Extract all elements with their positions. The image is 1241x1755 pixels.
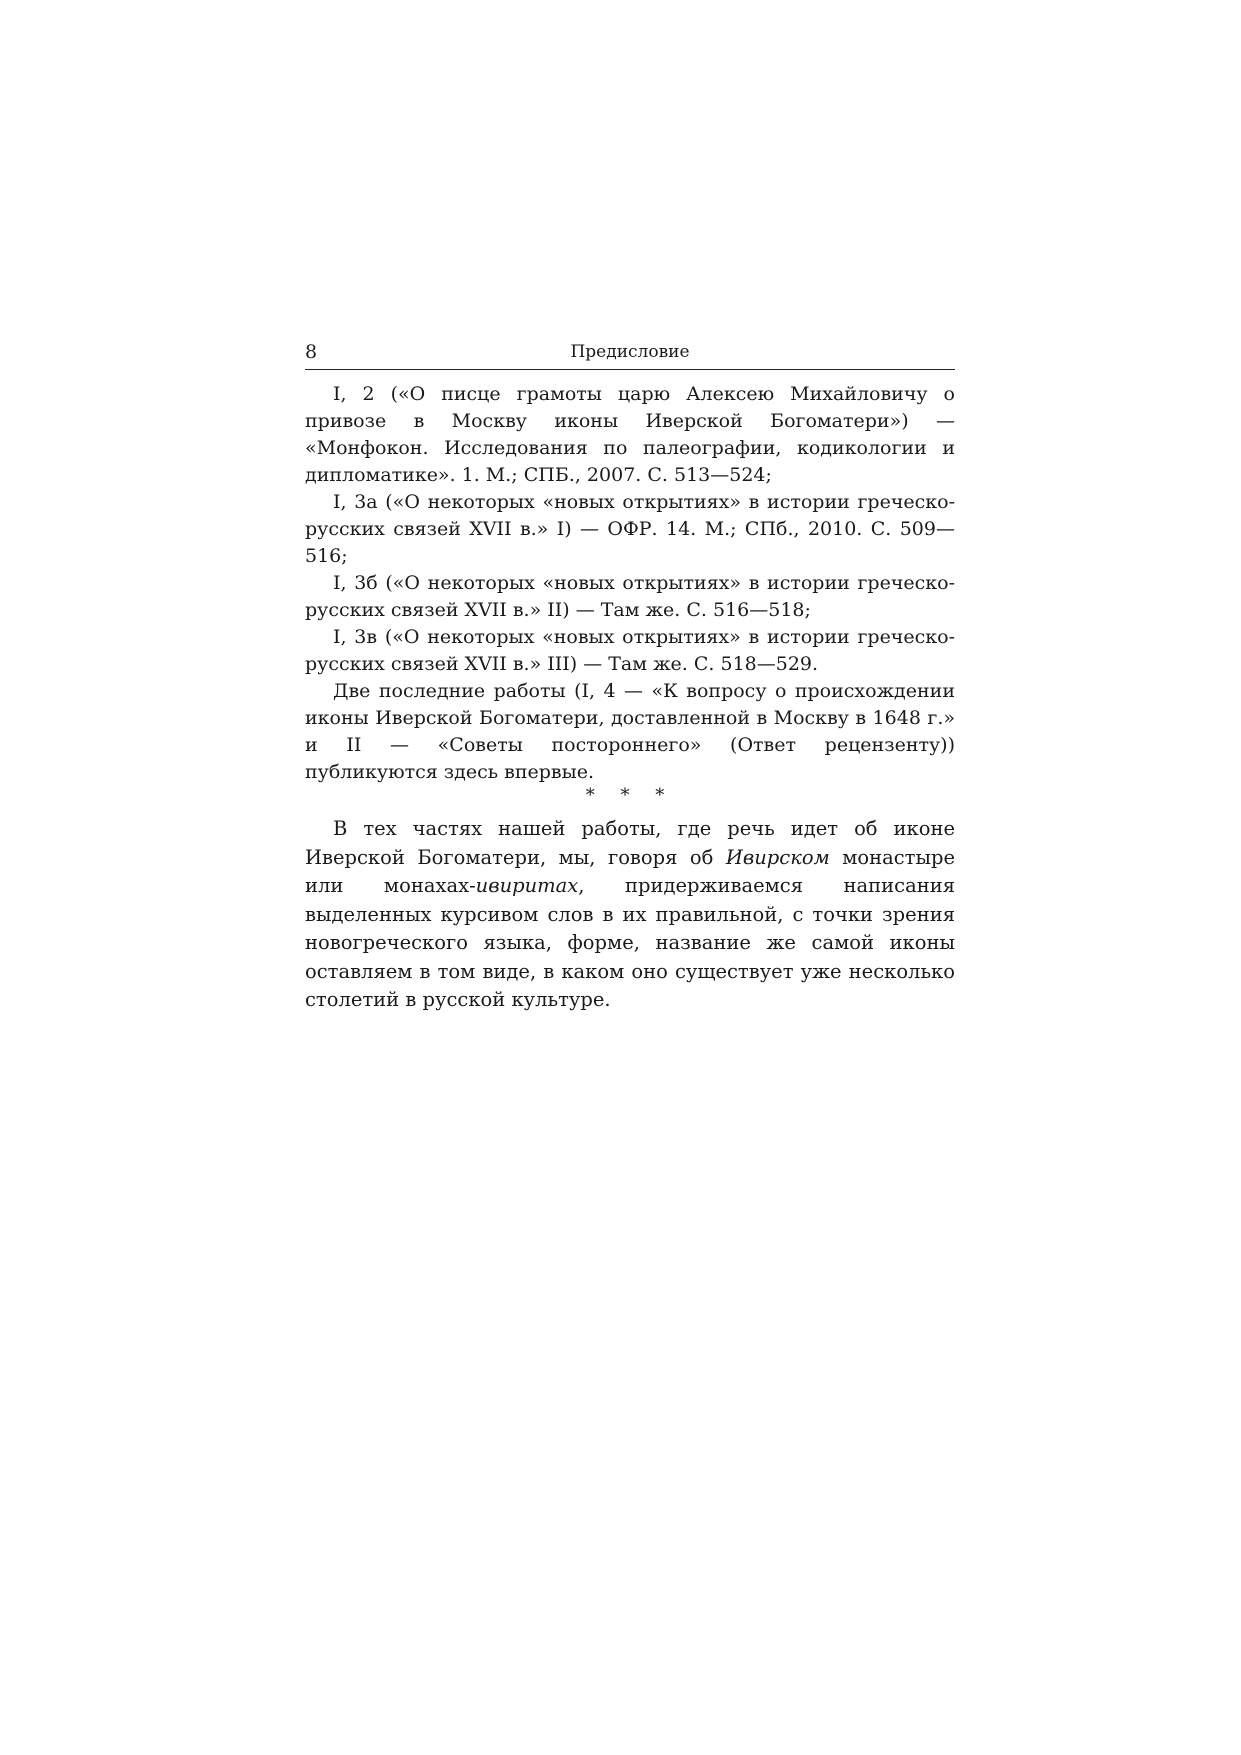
- running-header: [305, 339, 955, 370]
- publication-list: [305, 381, 955, 786]
- section-separator: * * *: [585, 785, 675, 806]
- publication-entry: I, 3а («О некоторых «новых открытиях» в истории греческо-русских связей XVII в.» I) — ОФР. 14. М.; СПб., 2010. С. 509—516;: [305, 491, 955, 567]
- chapter-title: Предисловие: [570, 342, 690, 362]
- publication-note: Две последние работы (I, 4 — «К вопросу о происхождении иконы Иверской Богоматери, доставленной в Москву в 1648 г.» и II — «Советы постороннего» (Ответ рецензенту)) публикуются здесь впервые.: [305, 680, 955, 783]
- closing-text-3: , придерживаемся написания выделенных курсивом слов в их правильной, с точки зрения новогреческого языка, форме, название же самой иконы оставляем в том виде, в каком оно существует уже несколько столетий в русской культуре.: [305, 874, 956, 1011]
- italic-term-ivirsky: Ивирском: [725, 845, 830, 869]
- closing-text-2: монастыре или монахах-: [305, 845, 956, 897]
- publication-entry: I, 2 («О писце грамоты царю Алексею Михайловичу о привозе в Москву иконы Иверской Богоматери») — «Монфокон. Исследования по палеографии, кодикологии и дипломатике». 1. М.; СПБ., 2007. С. 513—524;: [305, 383, 955, 486]
- page-number: 8: [305, 341, 318, 363]
- closing-text-1: В тех частях нашей работы, где речь идет об иконе Иверской Богоматери, мы, говоря об: [305, 817, 955, 869]
- publication-entry: I, 3в («О некоторых «новых открытиях» в истории греческо-русских связей XVII в.» III) — Там же. С. 518—529.: [305, 626, 955, 675]
- closing-paragraph: [305, 815, 955, 1015]
- closing-paragraph-block: [305, 815, 955, 1015]
- publication-entry: I, 3б («О некоторых «новых открытиях» в истории греческо-русских связей XVII в.» II) — Там же. С. 516—518;: [305, 572, 955, 621]
- italic-term-ivirity: ивиритах: [475, 874, 579, 897]
